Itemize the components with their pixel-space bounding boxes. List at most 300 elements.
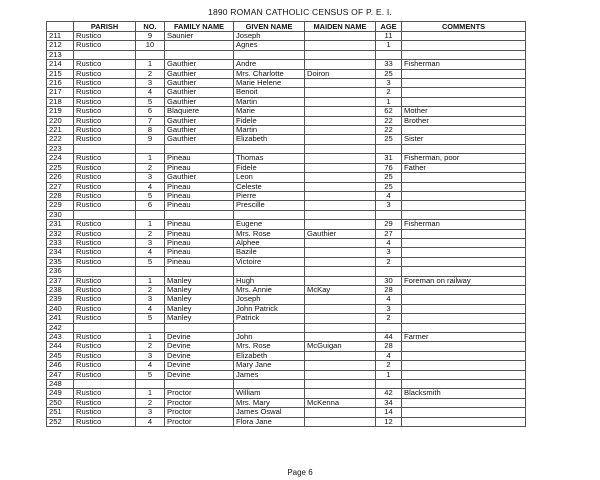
table-row	[47, 417, 526, 426]
table-row	[47, 173, 526, 182]
family-name-cell: Manley	[165, 314, 234, 323]
age-cell: 1	[376, 97, 402, 106]
row-number: 244	[47, 342, 74, 351]
table-row	[47, 342, 526, 351]
comments-cell	[402, 351, 526, 360]
given-name-cell: James	[234, 370, 305, 379]
row-number: 226	[47, 173, 74, 182]
parish-cell: Rustico	[74, 69, 136, 78]
age-cell: 30	[376, 276, 402, 285]
family-name-cell: Gauthier	[165, 173, 234, 182]
parish-cell	[74, 50, 136, 59]
parish-cell: Rustico	[74, 79, 136, 88]
given-name-cell: Prescille	[234, 201, 305, 210]
header-row	[47, 22, 526, 32]
row-number: 220	[47, 116, 74, 125]
table-row	[47, 79, 526, 88]
parish-cell: Rustico	[74, 191, 136, 200]
comments-cell	[402, 323, 526, 332]
comments-cell	[402, 88, 526, 97]
comments-cell	[402, 210, 526, 219]
maiden-name-cell	[305, 32, 376, 41]
age-cell: 28	[376, 342, 402, 351]
table-row	[47, 276, 526, 285]
table-row	[47, 182, 526, 191]
maiden-name-cell	[305, 380, 376, 389]
parish-cell: Rustico	[74, 342, 136, 351]
table-row	[47, 229, 526, 238]
maiden-name-cell	[305, 79, 376, 88]
row-number: 238	[47, 285, 74, 294]
given-name-cell: Fidele	[234, 163, 305, 172]
parish-cell	[74, 323, 136, 332]
comments-cell	[402, 398, 526, 407]
family-name-cell: Gauthier	[165, 88, 234, 97]
no-cell: 3	[136, 238, 165, 247]
family-name-cell: Proctor	[165, 408, 234, 417]
maiden-name-cell	[305, 182, 376, 191]
no-cell: 1	[136, 60, 165, 69]
no-cell: 5	[136, 257, 165, 266]
maiden-name-cell: Gauthier	[305, 229, 376, 238]
parish-cell	[74, 144, 136, 153]
age-cell: 3	[376, 201, 402, 210]
no-cell: 7	[136, 116, 165, 125]
family-name-cell: Proctor	[165, 398, 234, 407]
comments-cell	[402, 191, 526, 200]
family-name-cell: Devine	[165, 351, 234, 360]
given-name-cell: William	[234, 389, 305, 398]
maiden-name-cell	[305, 191, 376, 200]
row-number: 228	[47, 191, 74, 200]
no-cell: 2	[136, 342, 165, 351]
no-cell: 4	[136, 417, 165, 426]
family-name-cell: Pineau	[165, 154, 234, 163]
no-cell: 3	[136, 408, 165, 417]
table-row	[47, 97, 526, 106]
no-cell: 2	[136, 285, 165, 294]
parish-cell: Rustico	[74, 182, 136, 191]
given-name-cell: Mrs. Rose	[234, 342, 305, 351]
parish-cell: Rustico	[74, 173, 136, 182]
table-row	[47, 285, 526, 294]
table-row	[47, 267, 526, 276]
no-cell: 1	[136, 333, 165, 342]
parish-cell: Rustico	[74, 201, 136, 210]
given-name-cell: Thomas	[234, 154, 305, 163]
family-name-cell: Gauthier	[165, 135, 234, 144]
maiden-name-cell	[305, 276, 376, 285]
age-cell: 14	[376, 408, 402, 417]
family-name-cell: Manley	[165, 304, 234, 313]
age-cell: 25	[376, 182, 402, 191]
given-name-cell: Mrs. Mary	[234, 398, 305, 407]
comments-cell	[402, 144, 526, 153]
no-cell: 1	[136, 276, 165, 285]
age-cell	[376, 267, 402, 276]
family-name-cell: Gauthier	[165, 69, 234, 78]
given-name-cell: Celeste	[234, 182, 305, 191]
table-row	[47, 314, 526, 323]
row-number: 249	[47, 389, 74, 398]
parish-cell: Rustico	[74, 116, 136, 125]
row-number: 227	[47, 182, 74, 191]
age-cell: 2	[376, 314, 402, 323]
family-name-cell: Gauthier	[165, 79, 234, 88]
given-name-cell: Mrs. Charlotte	[234, 69, 305, 78]
row-number: 225	[47, 163, 74, 172]
table-row	[47, 69, 526, 78]
no-cell: 1	[136, 154, 165, 163]
row-number: 224	[47, 154, 74, 163]
parish-cell: Rustico	[74, 408, 136, 417]
parish-cell: Rustico	[74, 248, 136, 257]
age-cell	[376, 210, 402, 219]
parish-cell: Rustico	[74, 97, 136, 106]
row-number: 222	[47, 135, 74, 144]
comments-cell: Brother	[402, 116, 526, 125]
maiden-name-cell	[305, 323, 376, 332]
given-name-cell: Bazile	[234, 248, 305, 257]
given-name-cell: Marie Helene	[234, 79, 305, 88]
parish-cell: Rustico	[74, 163, 136, 172]
table-row	[47, 41, 526, 50]
given-name-cell: Andre	[234, 60, 305, 69]
comments-cell	[402, 32, 526, 41]
maiden-name-cell	[305, 50, 376, 59]
family-name-cell	[165, 380, 234, 389]
table-row	[47, 135, 526, 144]
row-number: 215	[47, 69, 74, 78]
table-row	[47, 220, 526, 229]
comments-cell: Sister	[402, 135, 526, 144]
row-number: 239	[47, 295, 74, 304]
row-number: 246	[47, 361, 74, 370]
family-name-cell: Gauthier	[165, 60, 234, 69]
row-number: 217	[47, 88, 74, 97]
age-cell: 3	[376, 79, 402, 88]
comments-cell	[402, 201, 526, 210]
no-cell: 1	[136, 220, 165, 229]
table-row	[47, 238, 526, 247]
no-cell: 2	[136, 69, 165, 78]
age-cell: 2	[376, 257, 402, 266]
family-name-cell: Devine	[165, 361, 234, 370]
age-cell: 33	[376, 60, 402, 69]
comments-cell	[402, 229, 526, 238]
family-name-cell: Devine	[165, 342, 234, 351]
comments-cell	[402, 50, 526, 59]
age-cell: 62	[376, 107, 402, 116]
table-row	[47, 50, 526, 59]
header-comments: COMMENTS	[402, 22, 526, 32]
table-row	[47, 88, 526, 97]
given-name-cell	[234, 267, 305, 276]
no-cell: 4	[136, 182, 165, 191]
comments-cell: Fisherman	[402, 60, 526, 69]
maiden-name-cell	[305, 60, 376, 69]
comments-cell: Blacksmith	[402, 389, 526, 398]
maiden-name-cell	[305, 154, 376, 163]
page-number: Page 6	[287, 468, 313, 477]
age-cell: 28	[376, 285, 402, 294]
family-name-cell: Devine	[165, 370, 234, 379]
family-name-cell	[165, 144, 234, 153]
age-cell: 4	[376, 191, 402, 200]
given-name-cell: Eugene	[234, 220, 305, 229]
maiden-name-cell	[305, 97, 376, 106]
family-name-cell: Pineau	[165, 248, 234, 257]
table-row	[47, 163, 526, 172]
no-cell: 1	[136, 389, 165, 398]
census-body	[47, 32, 526, 427]
no-cell: 3	[136, 173, 165, 182]
maiden-name-cell	[305, 88, 376, 97]
table-row	[47, 32, 526, 41]
comments-cell	[402, 182, 526, 191]
maiden-name-cell	[305, 304, 376, 313]
no-cell	[136, 323, 165, 332]
age-cell: 4	[376, 238, 402, 247]
given-name-cell: Mrs. Rose	[234, 229, 305, 238]
no-cell	[136, 267, 165, 276]
comments-cell	[402, 380, 526, 389]
no-cell: 8	[136, 126, 165, 135]
given-name-cell: Mary Jane	[234, 361, 305, 370]
maiden-name-cell: McKenna	[305, 398, 376, 407]
family-name-cell	[165, 267, 234, 276]
family-name-cell	[165, 323, 234, 332]
family-name-cell: Pineau	[165, 163, 234, 172]
row-number: 214	[47, 60, 74, 69]
family-name-cell: Pineau	[165, 220, 234, 229]
header-no: NO.	[136, 22, 165, 32]
age-cell: 4	[376, 295, 402, 304]
no-cell: 4	[136, 361, 165, 370]
table-row	[47, 351, 526, 360]
comments-cell	[402, 370, 526, 379]
parish-cell: Rustico	[74, 389, 136, 398]
table-row	[47, 210, 526, 219]
maiden-name-cell	[305, 361, 376, 370]
age-cell: 2	[376, 361, 402, 370]
age-cell	[376, 323, 402, 332]
parish-cell: Rustico	[74, 220, 136, 229]
maiden-name-cell	[305, 389, 376, 398]
family-name-cell: Proctor	[165, 389, 234, 398]
maiden-name-cell	[305, 408, 376, 417]
no-cell	[136, 210, 165, 219]
given-name-cell: Patrick	[234, 314, 305, 323]
comments-cell: Mother	[402, 107, 526, 116]
row-number: 230	[47, 210, 74, 219]
no-cell: 4	[136, 304, 165, 313]
given-name-cell	[234, 323, 305, 332]
comments-cell	[402, 126, 526, 135]
age-cell: 2	[376, 88, 402, 97]
parish-cell: Rustico	[74, 88, 136, 97]
comments-cell	[402, 97, 526, 106]
parish-cell: Rustico	[74, 314, 136, 323]
comments-cell: Fisherman	[402, 220, 526, 229]
header-maiden-name: MAIDEN NAME	[305, 22, 376, 32]
given-name-cell: Benoit	[234, 88, 305, 97]
no-cell: 3	[136, 351, 165, 360]
parish-cell: Rustico	[74, 229, 136, 238]
maiden-name-cell	[305, 163, 376, 172]
parish-cell: Rustico	[74, 295, 136, 304]
given-name-cell: John Patrick	[234, 304, 305, 313]
family-name-cell: Gauthier	[165, 126, 234, 135]
family-name-cell: Devine	[165, 333, 234, 342]
parish-cell: Rustico	[74, 417, 136, 426]
comments-cell: Fisherman, poor	[402, 154, 526, 163]
parish-cell	[74, 380, 136, 389]
row-number: 243	[47, 333, 74, 342]
table-row	[47, 116, 526, 125]
comments-cell	[402, 267, 526, 276]
maiden-name-cell	[305, 257, 376, 266]
row-number: 229	[47, 201, 74, 210]
row-number: 232	[47, 229, 74, 238]
comments-cell	[402, 342, 526, 351]
parish-cell: Rustico	[74, 60, 136, 69]
row-number: 245	[47, 351, 74, 360]
maiden-name-cell	[305, 144, 376, 153]
no-cell: 4	[136, 248, 165, 257]
given-name-cell: Martin	[234, 126, 305, 135]
family-name-cell: Pineau	[165, 257, 234, 266]
maiden-name-cell	[305, 314, 376, 323]
table-row	[47, 257, 526, 266]
no-cell: 2	[136, 163, 165, 172]
row-number: 247	[47, 370, 74, 379]
maiden-name-cell	[305, 351, 376, 360]
census-table	[46, 21, 526, 427]
row-number: 231	[47, 220, 74, 229]
no-cell	[136, 50, 165, 59]
table-row	[47, 389, 526, 398]
no-cell: 6	[136, 201, 165, 210]
maiden-name-cell	[305, 210, 376, 219]
given-name-cell: Agnes	[234, 41, 305, 50]
row-number: 248	[47, 380, 74, 389]
no-cell: 2	[136, 398, 165, 407]
age-cell: 34	[376, 398, 402, 407]
parish-cell: Rustico	[74, 238, 136, 247]
age-cell: 29	[376, 220, 402, 229]
no-cell: 6	[136, 107, 165, 116]
table-row	[47, 304, 526, 313]
no-cell: 9	[136, 135, 165, 144]
row-number: 223	[47, 144, 74, 153]
row-number: 233	[47, 238, 74, 247]
row-number: 252	[47, 417, 74, 426]
row-number: 212	[47, 41, 74, 50]
family-name-cell: Gauthier	[165, 97, 234, 106]
page-title: 1890 ROMAN CATHOLIC CENSUS OF P. E. I.	[208, 7, 392, 17]
age-cell: 1	[376, 370, 402, 379]
age-cell	[376, 50, 402, 59]
comments-cell	[402, 314, 526, 323]
family-name-cell: Pineau	[165, 238, 234, 247]
parish-cell: Rustico	[74, 285, 136, 294]
age-cell: 25	[376, 135, 402, 144]
table-row	[47, 323, 526, 332]
maiden-name-cell	[305, 417, 376, 426]
parish-cell: Rustico	[74, 333, 136, 342]
parish-cell: Rustico	[74, 107, 136, 116]
comments-cell: Father	[402, 163, 526, 172]
family-name-cell: Pineau	[165, 201, 234, 210]
parish-cell: Rustico	[74, 126, 136, 135]
given-name-cell: Joseph	[234, 295, 305, 304]
given-name-cell: Pierre	[234, 191, 305, 200]
age-cell: 11	[376, 32, 402, 41]
table-row	[47, 398, 526, 407]
family-name-cell: Gauthier	[165, 116, 234, 125]
table-row	[47, 191, 526, 200]
comments-cell	[402, 41, 526, 50]
maiden-name-cell	[305, 173, 376, 182]
maiden-name-cell: McKay	[305, 285, 376, 294]
family-name-cell	[165, 50, 234, 59]
age-cell: 22	[376, 116, 402, 125]
age-cell	[376, 144, 402, 153]
maiden-name-cell	[305, 238, 376, 247]
maiden-name-cell: McGuigan	[305, 342, 376, 351]
parish-cell: Rustico	[74, 154, 136, 163]
no-cell	[136, 380, 165, 389]
given-name-cell	[234, 380, 305, 389]
maiden-name-cell	[305, 295, 376, 304]
header-given-name: GIVEN NAME	[234, 22, 305, 32]
table-row	[47, 370, 526, 379]
parish-cell: Rustico	[74, 304, 136, 313]
no-cell: 4	[136, 88, 165, 97]
given-name-cell	[234, 144, 305, 153]
age-cell: 4	[376, 351, 402, 360]
header-row-number	[47, 22, 74, 32]
given-name-cell	[234, 210, 305, 219]
age-cell: 22	[376, 126, 402, 135]
maiden-name-cell	[305, 267, 376, 276]
table-row	[47, 107, 526, 116]
maiden-name-cell	[305, 135, 376, 144]
maiden-name-cell	[305, 126, 376, 135]
table-row	[47, 144, 526, 153]
comments-cell	[402, 408, 526, 417]
given-name-cell: James Oswal	[234, 408, 305, 417]
given-name-cell: Flora Jane	[234, 417, 305, 426]
age-cell: 25	[376, 173, 402, 182]
no-cell: 9	[136, 32, 165, 41]
row-number: 213	[47, 50, 74, 59]
given-name-cell: Victoire	[234, 257, 305, 266]
comments-cell: Farmer	[402, 333, 526, 342]
given-name-cell: Elizabeth	[234, 351, 305, 360]
row-number: 221	[47, 126, 74, 135]
given-name-cell: Leon	[234, 173, 305, 182]
parish-cell: Rustico	[74, 370, 136, 379]
row-number: 218	[47, 97, 74, 106]
row-number: 251	[47, 408, 74, 417]
family-name-cell: Manley	[165, 285, 234, 294]
given-name-cell: Mrs. Annie	[234, 285, 305, 294]
no-cell: 3	[136, 295, 165, 304]
age-cell	[376, 380, 402, 389]
row-number: 234	[47, 248, 74, 257]
